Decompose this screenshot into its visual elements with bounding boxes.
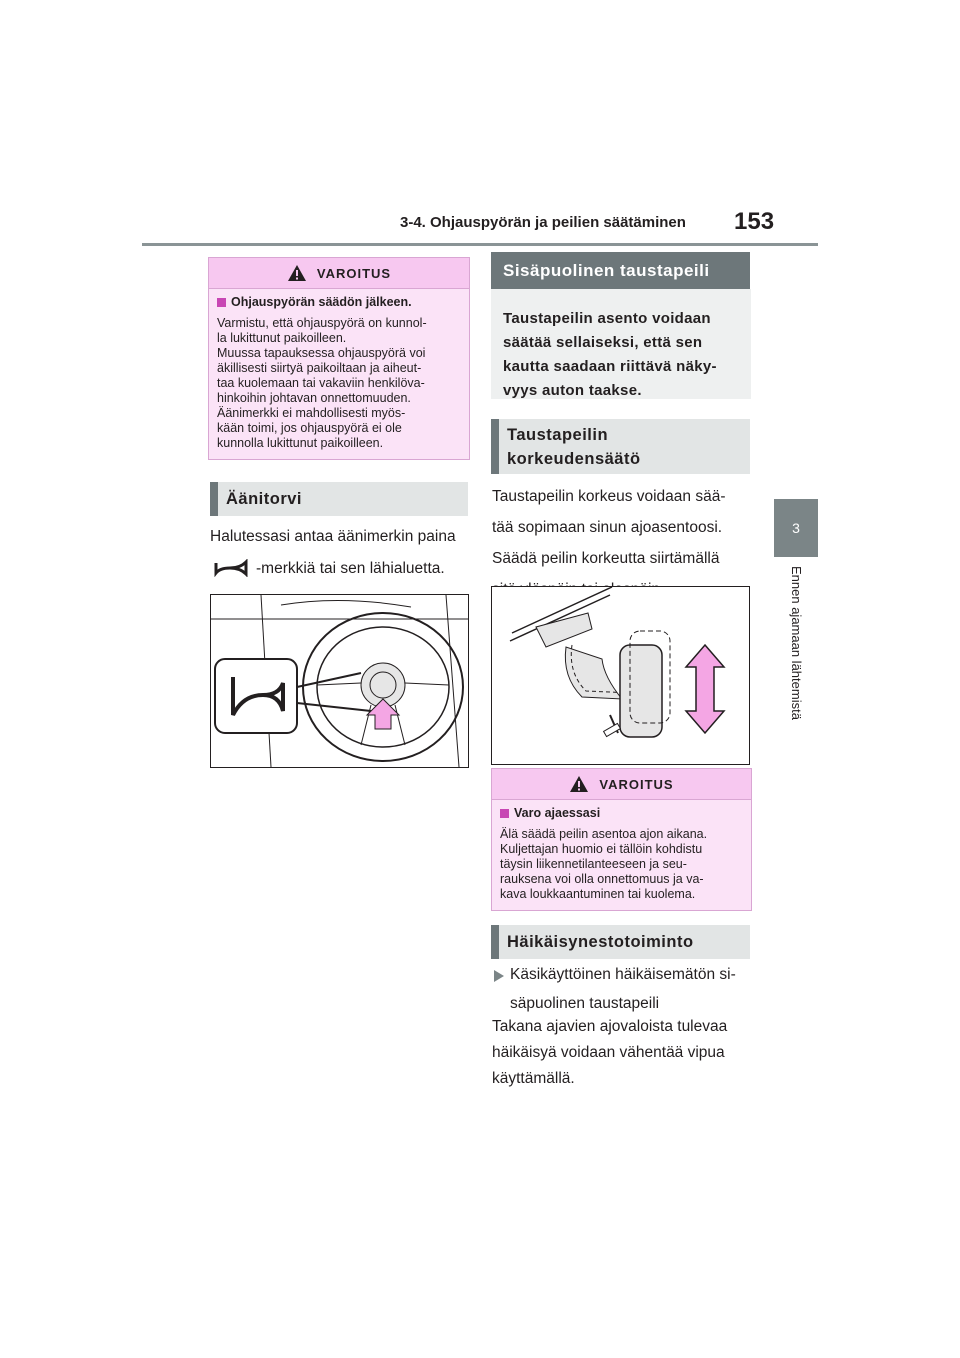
intro-line: säätää sellaiseksi, että sen — [503, 334, 703, 351]
warning-subtitle: Varo ajaessasi — [500, 806, 743, 821]
heading-mirror-height: Taustapeilin korkeudensäätö — [491, 419, 750, 474]
heading-horn: Äänitorvi — [210, 482, 468, 516]
heading-inner-mirror: Sisäpuolinen taustapeili — [491, 252, 750, 289]
square-bullet-icon — [500, 809, 509, 818]
warning-title: VAROITUS — [316, 265, 392, 281]
warning-subtitle: Ohjauspyörän säädön jälkeen. — [217, 295, 461, 310]
bullet-arrow-icon — [494, 970, 504, 982]
warning-box-driving — [491, 768, 752, 911]
page-number: 153 — [734, 208, 775, 235]
warning-line: taa kuolemaan tai vakaviin henkilöva- — [217, 376, 425, 390]
intro-line: Taustapeilin asento voidaan — [503, 310, 711, 327]
bullet-text: Käsikäyttöinen häikäisemätön si- säpuolinen taustapeili — [510, 966, 736, 1012]
warning-header — [492, 769, 751, 800]
warning-box-steering — [208, 257, 470, 460]
warning-line: rauksena voi olla onnettomuus ja va- — [500, 872, 704, 886]
warning-line: hinkoihin johtavan onnettomuuden. — [217, 391, 411, 405]
mirror-intro — [491, 289, 751, 399]
chapter-title-vertical — [786, 566, 806, 746]
steering-wheel-illustration — [210, 594, 469, 768]
warning-line: Kuljettajan huomio ei tällöin kohdistu — [500, 842, 703, 856]
final-text: Takana ajavien ajovaloista tulevaa häikäisyä voidaan vähentää vipua käyttämällä. — [492, 1018, 728, 1087]
warning-body — [492, 800, 751, 910]
chapter-title: Ennen ajamaan lähtemistä — [789, 566, 804, 720]
warning-line: äkillisesti siirtyä paikoiltaan ja aiheut- — [217, 361, 422, 375]
horn-icon — [214, 559, 248, 577]
warning-line: kava loukkaantuminen tai kuolema. — [500, 887, 696, 901]
warning-line: Älä säädä peilin asentoa ajon aikana. — [500, 827, 708, 841]
warning-line: la lukittunut paikoilleen. — [217, 331, 347, 345]
height-text: Taustapeilin korkeus voidaan sää- tää sopimaan sinun ajoasentoosi. Säädä peilin korkeutta siirtämällä — [492, 488, 726, 567]
intro-line: vyys auton taakse. — [503, 382, 642, 399]
square-bullet-icon — [217, 298, 226, 307]
warning-triangle-icon — [287, 264, 307, 282]
horn-text-1: Halutessasi antaa äänimerkin paina — [210, 528, 456, 545]
warning-title: VAROITUS — [599, 776, 674, 792]
warning-line: kunnolla lukittunut paikoilleen. — [217, 436, 384, 450]
section-title: 3-4. Ohjauspyörän ja peilien säätäminen — [400, 214, 686, 231]
warning-line: Varmistu, että ohjauspyörä on kunnol- — [217, 316, 427, 330]
warning-line: Muussa tapauksessa ohjauspyörä voi — [217, 346, 426, 360]
warning-line: Äänimerkki ei mahdollisesti myös- — [217, 406, 406, 420]
warning-line: kään toimi, jos ohjauspyörä ei ole — [217, 421, 402, 435]
steering-wheel-drawing — [211, 595, 468, 767]
warning-body — [209, 289, 469, 459]
header-rule — [142, 243, 818, 246]
warning-line: täysin liikennetilanteeseen ja seu- — [500, 857, 687, 871]
intro-line: kautta saadaan riittävä näky- — [503, 358, 717, 375]
mirror-drawing — [492, 587, 749, 764]
chapter-tab: 3 — [774, 499, 818, 557]
mirror-illustration — [491, 586, 750, 765]
warning-header — [209, 258, 469, 289]
horn-text-2: -merkkiä tai sen lähialuetta. — [256, 560, 445, 577]
warning-triangle-icon — [569, 775, 589, 793]
heading-antiglare: Häikäisynestotoiminto — [491, 925, 750, 959]
